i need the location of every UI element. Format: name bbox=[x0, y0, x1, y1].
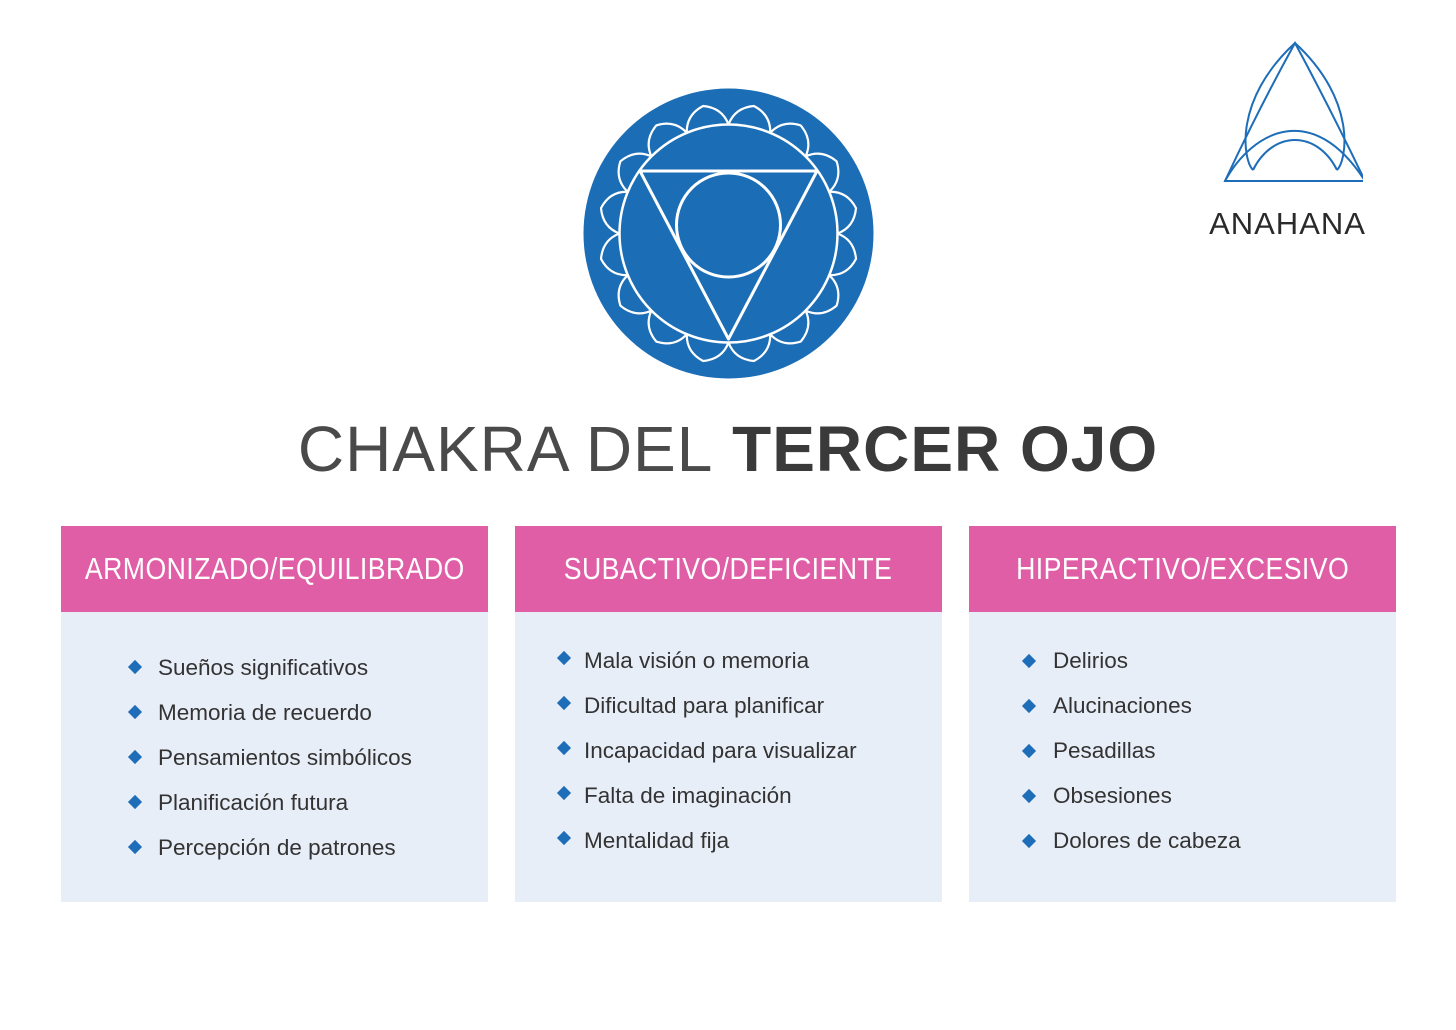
diamond-bullet-icon bbox=[128, 705, 142, 719]
diamond-bullet-icon bbox=[557, 651, 571, 665]
diamond-bullet-icon bbox=[128, 795, 142, 809]
list-item bbox=[515, 728, 942, 773]
column-header-label: SUBACTIVO/DEFICIENTE bbox=[564, 551, 893, 586]
symptom-list bbox=[515, 638, 942, 863]
list-item-label: Mala visión o memoria bbox=[584, 648, 810, 673]
list-item-label: Incapacidad para visualizar bbox=[584, 738, 857, 763]
diamond-bullet-icon bbox=[557, 741, 571, 755]
list-item bbox=[515, 638, 942, 683]
list-item-label: Memoria de recuerdo bbox=[158, 700, 372, 725]
symptom-list bbox=[969, 638, 1396, 863]
list-item bbox=[515, 773, 942, 818]
page-title bbox=[0, 412, 1456, 486]
diamond-bullet-icon bbox=[128, 840, 142, 854]
third-eye-chakra-icon bbox=[583, 88, 874, 379]
list-item bbox=[969, 728, 1396, 773]
column-deficient bbox=[515, 526, 942, 902]
list-item bbox=[61, 780, 488, 825]
diamond-bullet-icon bbox=[1022, 789, 1036, 803]
list-item-label: Planificación futura bbox=[158, 790, 349, 815]
list-item bbox=[969, 818, 1396, 863]
list-item-label: Falta de imaginación bbox=[584, 783, 792, 808]
list-item-label: Percepción de patrones bbox=[158, 835, 396, 860]
logo-text: ANAHANA bbox=[1209, 206, 1366, 241]
list-item bbox=[515, 818, 942, 863]
list-item bbox=[61, 690, 488, 735]
list-item bbox=[61, 825, 488, 870]
column-header bbox=[515, 526, 942, 612]
anahana-logo bbox=[1205, 40, 1370, 240]
diamond-bullet-icon bbox=[1022, 834, 1036, 848]
diamond-bullet-icon bbox=[557, 696, 571, 710]
diamond-bullet-icon bbox=[1022, 654, 1036, 668]
chakra-symbol-svg bbox=[583, 88, 874, 379]
list-item-label: Pesadillas bbox=[1053, 738, 1156, 763]
column-header-label: ARMONIZADO/EQUILIBRADO bbox=[84, 551, 465, 586]
trinity-knot-icon bbox=[1213, 40, 1363, 190]
list-item-label: Pensamientos simbólicos bbox=[158, 745, 412, 770]
diamond-bullet-icon bbox=[128, 660, 142, 674]
column-excessive bbox=[969, 526, 1396, 902]
list-item-label: Alucinaciones bbox=[1053, 693, 1192, 718]
column-header bbox=[969, 526, 1396, 612]
list-item-label: Delirios bbox=[1053, 648, 1129, 673]
list-item-label: Dificultad para planificar bbox=[584, 693, 825, 718]
diamond-bullet-icon bbox=[1022, 699, 1036, 713]
diamond-bullet-icon bbox=[1022, 744, 1036, 758]
list-item bbox=[969, 683, 1396, 728]
title-light: CHAKRA DEL bbox=[297, 413, 714, 485]
list-item bbox=[969, 773, 1396, 818]
list-item bbox=[61, 645, 488, 690]
column-balanced bbox=[61, 526, 488, 902]
list-item-label: Obsesiones bbox=[1053, 783, 1172, 808]
column-header bbox=[61, 526, 488, 612]
column-header-label: HIPERACTIVO/EXCESIVO bbox=[1015, 551, 1350, 586]
diamond-bullet-icon bbox=[128, 750, 142, 764]
list-item bbox=[61, 735, 488, 780]
symptom-list bbox=[61, 645, 488, 870]
list-item bbox=[515, 683, 942, 728]
title-bold: TERCER OJO bbox=[732, 413, 1159, 485]
list-item-label: Mentalidad fija bbox=[584, 828, 730, 853]
list-item bbox=[969, 638, 1396, 683]
diamond-bullet-icon bbox=[557, 831, 571, 845]
diamond-bullet-icon bbox=[557, 786, 571, 800]
list-item-label: Dolores de cabeza bbox=[1053, 828, 1241, 853]
list-item-label: Sueños significativos bbox=[158, 655, 369, 680]
